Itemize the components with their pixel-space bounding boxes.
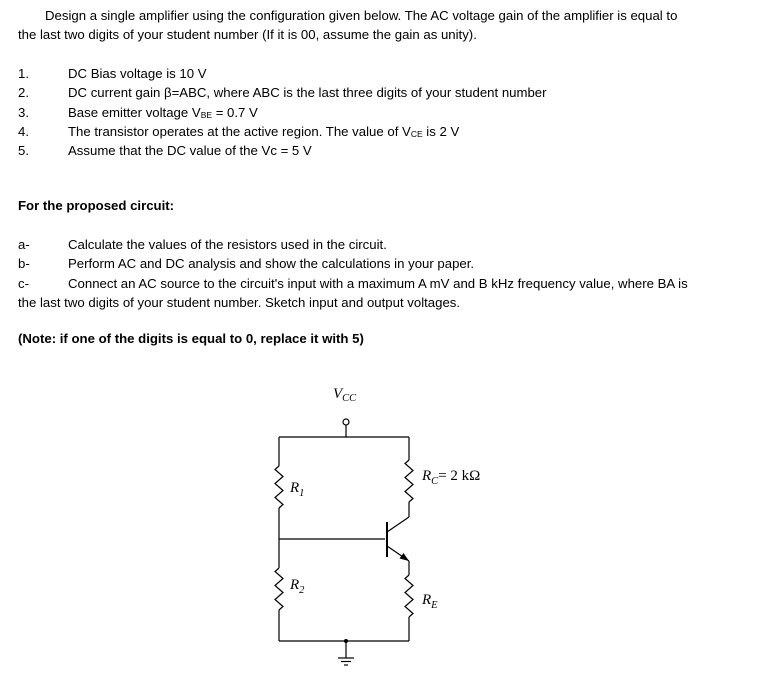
task-text: Perform AC and DC analysis and show the calculations in your paper. xyxy=(68,256,475,272)
task-mark: c- xyxy=(18,275,29,291)
vcc-terminal xyxy=(343,419,349,425)
transistor-collector xyxy=(387,517,409,532)
emitter-arrow-icon xyxy=(400,553,410,561)
task-mark: a- xyxy=(18,237,30,252)
junction-dot xyxy=(344,639,348,643)
r2-resistor xyxy=(275,568,283,610)
r1-resistor xyxy=(275,466,283,508)
spec-text: Base emitter voltage $V_{BE} = 0.7$ V xyxy=(68,104,258,120)
task-text: Calculate the values of the resistors used in the circuit. xyxy=(68,237,387,252)
re-resistor xyxy=(405,575,413,617)
spec-number: 1. xyxy=(18,66,29,81)
rc-resistor xyxy=(405,460,413,502)
rc-label: $R_C= 2$ kΩ xyxy=(422,468,481,487)
re-label: $R_E$ xyxy=(422,592,438,611)
spec-number: 5. xyxy=(18,143,29,159)
intro-line-1: Design a single amplifier using the configuration given below. The AC voltage gain of the amplifier is equal to xyxy=(45,8,678,23)
vcc-label: $V_{CC}$ xyxy=(333,386,357,404)
spec-text: The transistor operates at the active region. The value of $V_{CE}$ is 2 V xyxy=(68,123,460,139)
note-text: (Note: if one of the digits is equal to 0, replace it with 5) xyxy=(18,331,364,346)
spec-text: Assume that the DC value of the Vc = 5 V xyxy=(68,143,312,159)
section-heading: For the proposed circuit: xyxy=(18,198,175,213)
task-continuation: the last two digits of your student number. Sketch input and output voltages. xyxy=(18,294,461,310)
spec-number: 2. xyxy=(18,85,29,101)
spec-number: 4. xyxy=(18,123,29,139)
task-text: Connect an AC source to the circuit's input with a maximum A mV and B kHz frequency value, where BA is xyxy=(68,275,688,291)
r1-label: $R_1$ xyxy=(290,480,305,499)
spec-number: 3. xyxy=(18,104,29,120)
intro-line-2: the last two digits of your student number (If it is 00, assume the gain as unity). xyxy=(18,27,477,42)
task-mark: b- xyxy=(18,256,30,272)
spec-text: DC Bias voltage is 10 V xyxy=(68,66,207,81)
spec-text: DC current gain β=ABC, where ABC is the last three digits of your student number xyxy=(68,85,547,101)
r2-label: $R_2$ xyxy=(290,577,305,596)
